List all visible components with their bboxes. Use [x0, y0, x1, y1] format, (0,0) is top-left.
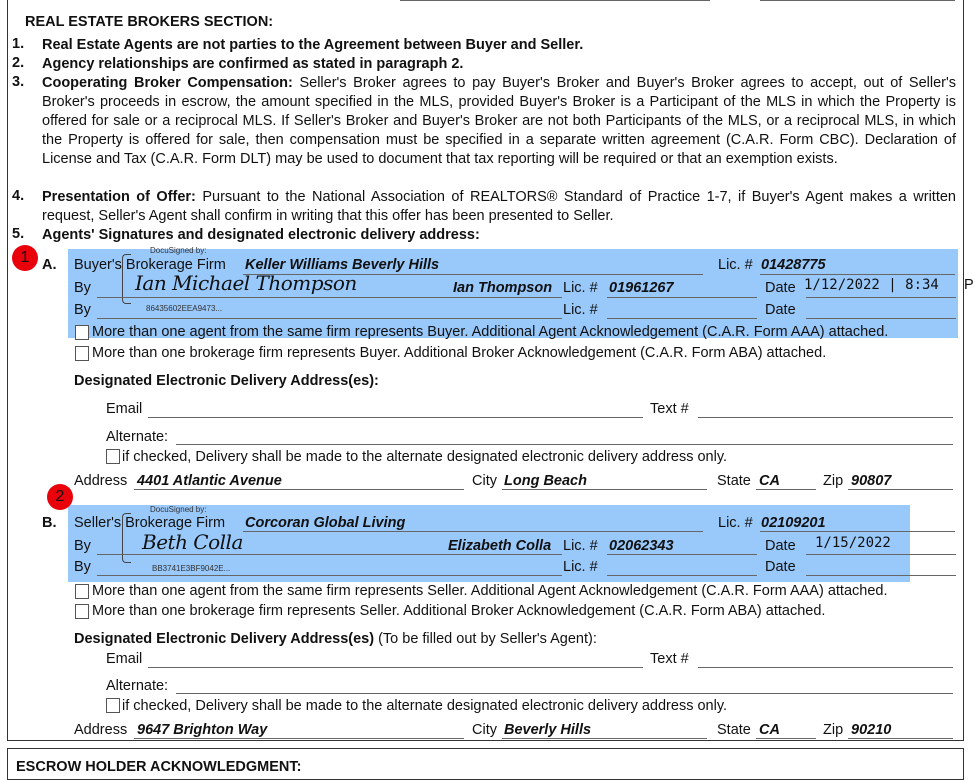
item-4-text: Pursuant to the National Association of REALTORS® Standard of Practice 1-7, if Buyer's Agent makes a written request, Seller's Agent shall confirm in writing that this offer has been presented to Seller.: [42, 189, 956, 224]
email-label: Email: [106, 651, 143, 667]
date-label: Date: [765, 302, 796, 318]
field-line: [607, 318, 757, 319]
date-label: Date: [765, 538, 796, 554]
seller-city[interactable]: Beverly Hills: [504, 722, 592, 738]
item-number: 2.: [12, 55, 25, 71]
seller-signature[interactable]: Beth Colla: [142, 530, 243, 554]
buyer-firm-lic[interactable]: 01428775: [761, 257, 826, 273]
divider: [400, 0, 710, 1]
field-line: [97, 318, 562, 319]
item-4-lead: Presentation of Offer:: [42, 189, 196, 205]
city-label: City: [472, 722, 497, 738]
alternate-label: Alternate:: [106, 429, 169, 445]
seller-state[interactable]: CA: [759, 722, 780, 738]
address-label: Address: [74, 473, 128, 489]
item-3-lead: Cooperating Broker Compensation:: [42, 75, 293, 91]
lic-label: Lic. #: [563, 302, 598, 318]
seller-firm-lic[interactable]: 02109201: [761, 515, 826, 531]
email-label: Email: [106, 401, 143, 417]
escrow-title: ESCROW HOLDER ACKNOWLEDGMENT:: [16, 759, 302, 775]
seller-address[interactable]: 9647 Brighton Way: [137, 722, 268, 738]
field-line: [806, 297, 956, 298]
by-label: By: [74, 302, 91, 318]
envelope-id: 86435602EEA9473...: [146, 304, 223, 313]
seller-delivery-title-text: Designated Electronic Delivery Address(es): [74, 631, 375, 647]
envelope-id: BB3741E3BF9042E...: [152, 564, 231, 573]
lic-label: Lic. #: [563, 280, 598, 296]
escrow-section: [7, 748, 964, 780]
seller-multiple-agents-checkbox[interactable]: [75, 584, 89, 599]
by-label: By: [74, 538, 91, 554]
field-line: [806, 554, 956, 555]
item-1: Real Estate Agents are not parties to the Agreement between Buyer and Seller.: [42, 37, 584, 53]
field-line: [97, 575, 562, 576]
buyer-email-field[interactable]: [148, 417, 643, 418]
buyer-signature[interactable]: Ian Michael Thompson: [135, 271, 357, 295]
field-line: [134, 738, 464, 739]
field-line: [97, 554, 562, 555]
date-label: Date: [765, 559, 796, 575]
annotation-marker-2[interactable]: 2: [47, 484, 73, 510]
annotation-marker-1[interactable]: 1: [12, 245, 38, 271]
lic-label: Lic. #: [718, 515, 753, 531]
seller-multiple-firms-checkbox[interactable]: [75, 604, 89, 619]
divider: [760, 0, 955, 1]
date-label: Date: [765, 280, 796, 296]
address-label: Address: [74, 722, 128, 738]
text-label: Text #: [650, 401, 689, 417]
buyer-address[interactable]: 4401 Atlantic Avenue: [137, 473, 282, 489]
seller-zip[interactable]: 90210: [851, 722, 892, 738]
buyer-alternate-checkbox[interactable]: [106, 449, 120, 464]
field-line: [806, 318, 956, 319]
field-line: [134, 489, 464, 490]
field-line: [760, 274, 955, 275]
buyer-multiple-firms-checkbox[interactable]: [75, 346, 89, 361]
lic-label: Lic. #: [563, 538, 598, 554]
alt-check-label: if checked, Delivery shall be made to the alternate designated electronic delivery address only.: [122, 698, 728, 714]
field-line: [607, 554, 757, 555]
buyer-agent-lic[interactable]: 01961267: [609, 280, 674, 296]
docusigned-label: DocuSigned by:: [150, 246, 207, 255]
item-3: [42, 74, 956, 169]
seller-alternate-checkbox[interactable]: [106, 698, 120, 713]
item-number: 1.: [12, 36, 25, 52]
by-label: By: [74, 559, 91, 575]
item-5: Agents' Signatures and designated electronic delivery address:: [42, 227, 480, 243]
buyer-text-field[interactable]: [698, 417, 953, 418]
field-line: [806, 575, 956, 576]
buyer-multiple-agents-checkbox[interactable]: [75, 325, 89, 340]
buyer-check2-label: More than one brokerage firm represents Buyer. Additional Broker Acknowledgement (C.A.R. Form ABA) attached.: [92, 345, 827, 361]
city-label: City: [472, 473, 497, 489]
buyer-alternate-field[interactable]: [176, 444, 953, 445]
field-line: [756, 489, 816, 490]
state-label: State: [717, 473, 751, 489]
item-number: 4.: [12, 188, 25, 204]
seller-firm-value[interactable]: Corcoran Global Living: [245, 515, 406, 531]
field-line: [848, 738, 953, 739]
seller-text-field[interactable]: [698, 667, 953, 668]
item-3-text: Seller's Broker agrees to pay Buyer's Broker and Buyer's Broker agrees to accept, out of Seller's Broker's proceeds in escrow, the amount specified in the MLS, provided Buyer's Broker is a Participant of the MLS in which the Property is offered for sale or a reciprocal MLS. If Seller's Broker and Buyer's Broker are not both Participants of the MLS, or a reciprocal MLS, in which the Property is offered for sale, then compensation must be specified in a separate written agreement (C.A.R. Form CBC). Declaration of License and Tax (C.A.R. Form DLT) may be used to document that tax reporting will be required or that an exemption exists.: [42, 75, 956, 167]
buyer-delivery-title: Designated Electronic Delivery Address(es):: [74, 373, 379, 389]
buyer-date[interactable]: 1/12/2022 | 8:34: [804, 277, 939, 293]
buyer-letter: A.: [42, 257, 57, 273]
text-label: Text #: [650, 651, 689, 667]
seller-letter: B.: [42, 515, 57, 531]
zip-label: Zip: [823, 473, 844, 489]
alternate-label: Alternate:: [106, 678, 169, 694]
lic-label: Lic. #: [563, 559, 598, 575]
seller-delivery-title: [74, 631, 597, 647]
state-label: State: [717, 722, 751, 738]
buyer-check1-label: More than one agent from the same firm represents Buyer. Additional Agent Acknowledgement (C.A.R. Form AAA) attached.: [92, 324, 889, 340]
seller-agent-name: Elizabeth Colla: [448, 538, 552, 554]
field-line: [243, 531, 703, 532]
zip-label: Zip: [823, 722, 844, 738]
buyer-state[interactable]: CA: [759, 473, 780, 489]
field-line: [848, 489, 953, 490]
by-label: By: [74, 280, 91, 296]
seller-agent-lic[interactable]: 02062343: [609, 538, 674, 554]
section-title: REAL ESTATE BROKERS SECTION:: [25, 14, 274, 30]
lic-label: Lic. #: [718, 257, 753, 273]
seller-email-field[interactable]: [148, 667, 643, 668]
item-number: 5.: [12, 226, 25, 242]
seller-date[interactable]: 1/15/2022: [815, 535, 891, 551]
field-line: [502, 489, 707, 490]
field-line: [607, 297, 757, 298]
seller-alternate-field[interactable]: [176, 693, 953, 694]
docusign-bracket: [122, 513, 131, 563]
field-line: [502, 738, 707, 739]
seller-check1-label: More than one agent from the same firm represents Seller. Additional Agent Acknowledgement (C.A.R. Form AAA) attached.: [92, 583, 888, 599]
item-4: [42, 188, 956, 226]
buyer-zip[interactable]: 90807: [851, 473, 892, 489]
seller-check2-label: More than one brokerage firm represents Seller. Additional Broker Acknowledgement (C.A.R. Form ABA) attached.: [92, 603, 826, 619]
buyer-city[interactable]: Long Beach: [504, 473, 587, 489]
buyer-agent-name: Ian Thompson: [453, 280, 553, 296]
field-line: [760, 531, 955, 532]
seller-delivery-note: (To be filled out by Seller's Agent):: [378, 631, 597, 647]
item-number: 3.: [12, 74, 25, 90]
field-line: [607, 575, 757, 576]
field-line: [97, 297, 562, 298]
field-line: [756, 738, 816, 739]
buyer-date-overflow: P: [964, 277, 974, 293]
buyer-firm-value[interactable]: Keller Williams Beverly Hills: [245, 257, 440, 273]
alt-check-label: if checked, Delivery shall be made to the alternate designated electronic delivery address only.: [122, 449, 728, 465]
seller-firm-label: Seller's Brokerage Firm: [74, 515, 226, 531]
item-2: Agency relationships are confirmed as stated in paragraph 2.: [42, 56, 464, 72]
buyer-firm-label: Buyer's Brokerage Firm: [74, 257, 226, 273]
docusigned-label: DocuSigned by:: [150, 505, 207, 514]
